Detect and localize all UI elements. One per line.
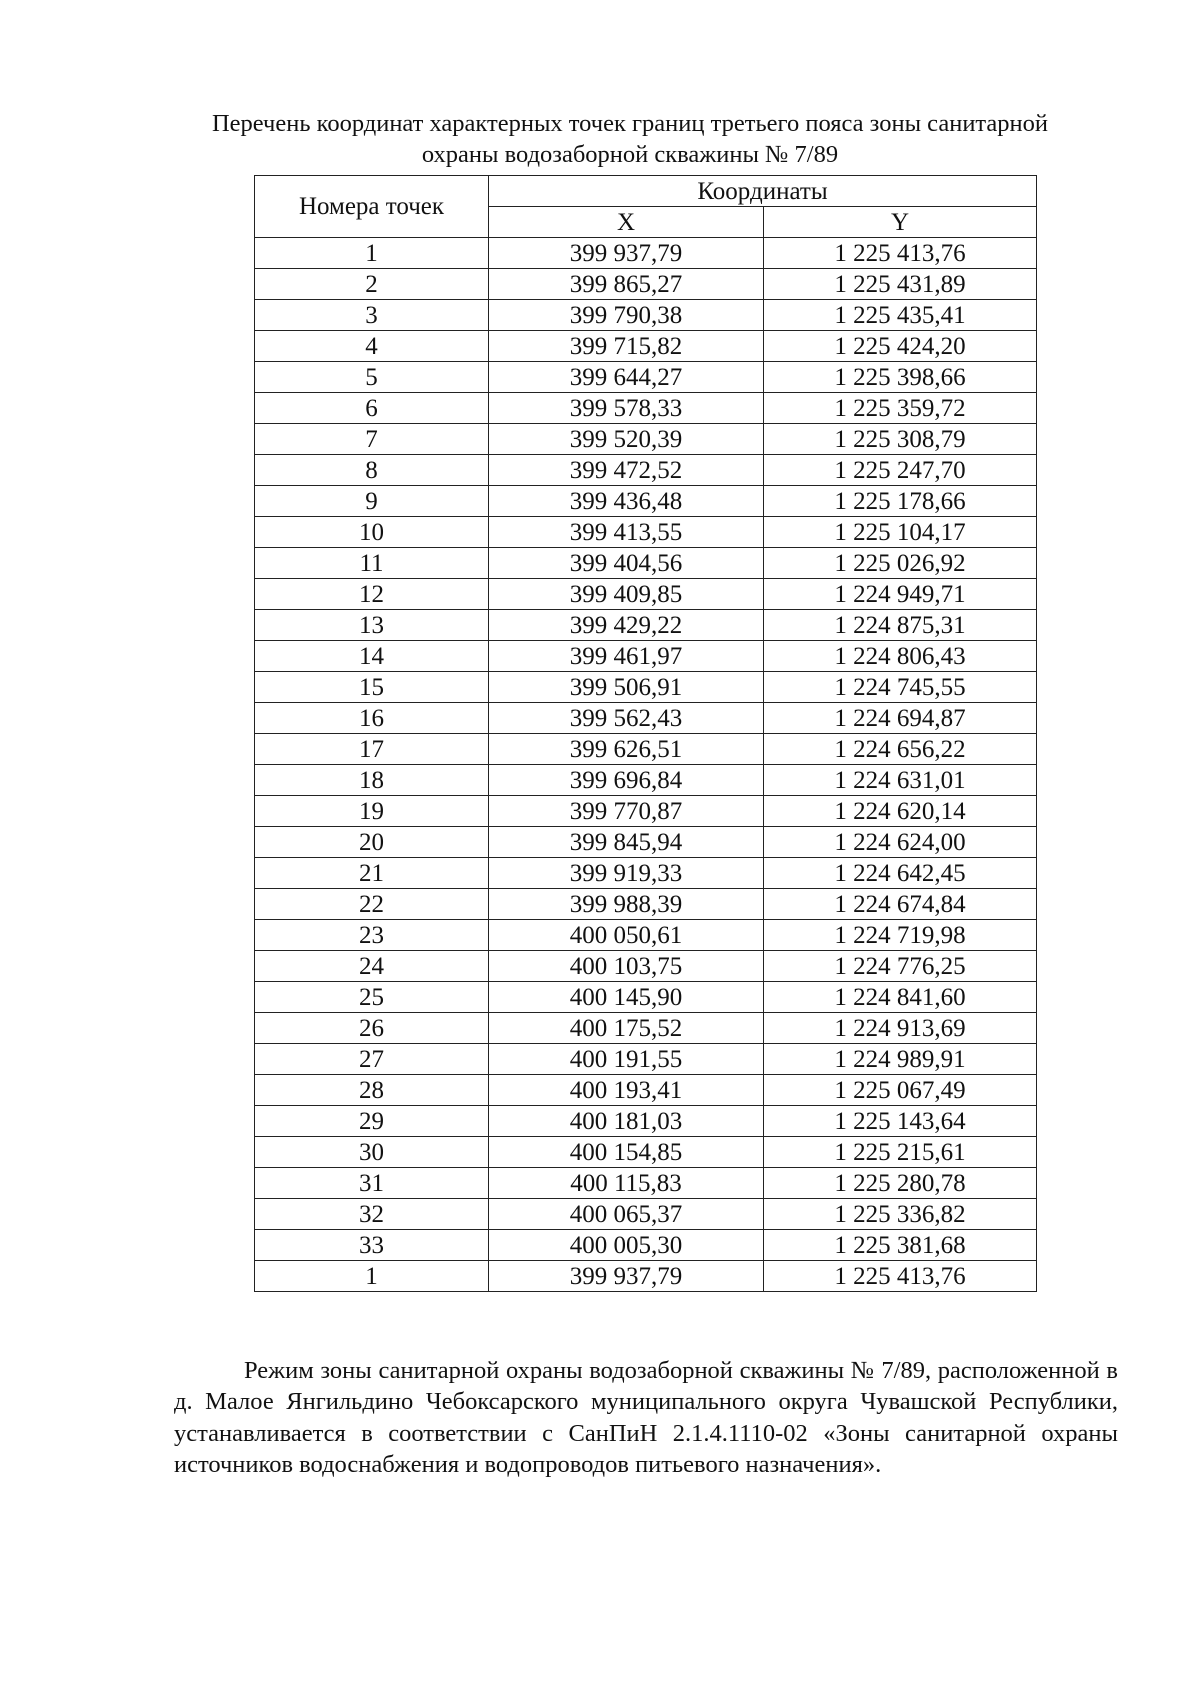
y-coordinate-cell: 1 224 989,91 (764, 1044, 1037, 1075)
point-number-cell: 17 (255, 734, 489, 765)
point-number-cell: 5 (255, 362, 489, 393)
table-header (255, 176, 1037, 238)
header-y: Y (764, 207, 1037, 238)
x-coordinate-cell: 399 790,38 (489, 300, 764, 331)
y-coordinate-cell: 1 224 913,69 (764, 1013, 1037, 1044)
point-number-cell: 11 (255, 548, 489, 579)
point-number-cell: 3 (255, 300, 489, 331)
document-title-line-1: Перечень координат характерных точек границ третьего пояса зоны санитарной (211, 110, 1049, 137)
x-coordinate-cell: 400 115,83 (489, 1168, 764, 1199)
y-coordinate-cell: 1 225 067,49 (764, 1075, 1037, 1106)
point-number-cell: 28 (255, 1075, 489, 1106)
point-number-cell: 16 (255, 703, 489, 734)
point-number-cell: 6 (255, 393, 489, 424)
y-coordinate-cell: 1 224 694,87 (764, 703, 1037, 734)
x-coordinate-cell: 400 191,55 (489, 1044, 764, 1075)
table-row (255, 1137, 1037, 1168)
table-row (255, 362, 1037, 393)
table-row (255, 703, 1037, 734)
point-number-cell: 24 (255, 951, 489, 982)
x-coordinate-cell: 400 193,41 (489, 1075, 764, 1106)
y-coordinate-cell: 1 225 143,64 (764, 1106, 1037, 1137)
y-coordinate-cell: 1 224 776,25 (764, 951, 1037, 982)
header-coordinates: Координаты (489, 176, 1037, 207)
x-coordinate-cell: 399 845,94 (489, 827, 764, 858)
table-row (255, 1199, 1037, 1230)
table-row (255, 548, 1037, 579)
x-coordinate-cell: 400 005,30 (489, 1230, 764, 1261)
table-row (255, 486, 1037, 517)
point-number-cell: 8 (255, 455, 489, 486)
point-number-cell: 9 (255, 486, 489, 517)
y-coordinate-cell: 1 224 841,60 (764, 982, 1037, 1013)
x-coordinate-cell: 399 578,33 (489, 393, 764, 424)
point-number-cell: 20 (255, 827, 489, 858)
point-number-cell: 31 (255, 1168, 489, 1199)
table-row (255, 1261, 1037, 1292)
table-row (255, 1044, 1037, 1075)
point-number-cell: 21 (255, 858, 489, 889)
y-coordinate-cell: 1 225 413,76 (764, 238, 1037, 269)
table-row (255, 455, 1037, 486)
table-row (255, 300, 1037, 331)
point-number-cell: 26 (255, 1013, 489, 1044)
y-coordinate-cell: 1 225 435,41 (764, 300, 1037, 331)
document-title (150, 108, 1110, 170)
point-number-cell: 1 (255, 238, 489, 269)
table-row (255, 269, 1037, 300)
table-row (255, 765, 1037, 796)
point-number-cell: 1 (255, 1261, 489, 1292)
x-coordinate-cell: 400 103,75 (489, 951, 764, 982)
table-row (255, 641, 1037, 672)
y-coordinate-cell: 1 224 949,71 (764, 579, 1037, 610)
x-coordinate-cell: 399 413,55 (489, 517, 764, 548)
y-coordinate-cell: 1 224 656,22 (764, 734, 1037, 765)
table-row (255, 1230, 1037, 1261)
x-coordinate-cell: 399 409,85 (489, 579, 764, 610)
y-coordinate-cell: 1 225 431,89 (764, 269, 1037, 300)
x-coordinate-cell: 399 461,97 (489, 641, 764, 672)
x-coordinate-cell: 399 562,43 (489, 703, 764, 734)
table-row (255, 672, 1037, 703)
table-row (255, 827, 1037, 858)
y-coordinate-cell: 1 225 359,72 (764, 393, 1037, 424)
point-number-cell: 29 (255, 1106, 489, 1137)
table-row (255, 393, 1037, 424)
x-coordinate-cell: 400 050,61 (489, 920, 764, 951)
y-coordinate-cell: 1 225 424,20 (764, 331, 1037, 362)
header-x: X (489, 207, 764, 238)
regime-paragraph: Режим зоны санитарной охраны водозаборной скважины № 7/89, расположенной в д. Малое Янгильдино Чебоксарского муниципального округа Чувашской Республики, устанавливается в соответствии с СанПиН 2.1.4.1110-02 «Зоны санитарной охраны источников водоснабжения и водопроводов питьевого назначения». (174, 1356, 1118, 1478)
table-row (255, 579, 1037, 610)
x-coordinate-cell: 399 919,33 (489, 858, 764, 889)
y-coordinate-cell: 1 225 280,78 (764, 1168, 1037, 1199)
point-number-cell: 32 (255, 1199, 489, 1230)
x-coordinate-cell: 399 988,39 (489, 889, 764, 920)
table-row (255, 734, 1037, 765)
y-coordinate-cell: 1 225 026,92 (764, 548, 1037, 579)
y-coordinate-cell: 1 224 642,45 (764, 858, 1037, 889)
table-row (255, 951, 1037, 982)
point-number-cell: 12 (255, 579, 489, 610)
x-coordinate-cell: 399 865,27 (489, 269, 764, 300)
table-row (255, 1106, 1037, 1137)
table-row (255, 1013, 1037, 1044)
point-number-cell: 19 (255, 796, 489, 827)
y-coordinate-cell: 1 224 806,43 (764, 641, 1037, 672)
y-coordinate-cell: 1 224 745,55 (764, 672, 1037, 703)
table-row (255, 858, 1037, 889)
y-coordinate-cell: 1 225 413,76 (764, 1261, 1037, 1292)
table-row (255, 889, 1037, 920)
point-number-cell: 30 (255, 1137, 489, 1168)
x-coordinate-cell: 399 770,87 (489, 796, 764, 827)
table-row (255, 331, 1037, 362)
point-number-cell: 27 (255, 1044, 489, 1075)
x-coordinate-cell: 399 520,39 (489, 424, 764, 455)
table-row (255, 982, 1037, 1013)
x-coordinate-cell: 399 937,79 (489, 238, 764, 269)
point-number-cell: 10 (255, 517, 489, 548)
x-coordinate-cell: 399 644,27 (489, 362, 764, 393)
y-coordinate-cell: 1 224 674,84 (764, 889, 1037, 920)
x-coordinate-cell: 399 937,79 (489, 1261, 764, 1292)
x-coordinate-cell: 399 429,22 (489, 610, 764, 641)
x-coordinate-cell: 399 626,51 (489, 734, 764, 765)
y-coordinate-cell: 1 225 398,66 (764, 362, 1037, 393)
x-coordinate-cell: 400 065,37 (489, 1199, 764, 1230)
x-coordinate-cell: 399 404,56 (489, 548, 764, 579)
y-coordinate-cell: 1 224 620,14 (764, 796, 1037, 827)
y-coordinate-cell: 1 225 336,82 (764, 1199, 1037, 1230)
x-coordinate-cell: 399 506,91 (489, 672, 764, 703)
point-number-cell: 18 (255, 765, 489, 796)
coordinates-table (254, 175, 1037, 1292)
table-row (255, 796, 1037, 827)
point-number-cell: 15 (255, 672, 489, 703)
y-coordinate-cell: 1 225 178,66 (764, 486, 1037, 517)
x-coordinate-cell: 400 175,52 (489, 1013, 764, 1044)
point-number-cell: 22 (255, 889, 489, 920)
table-row (255, 920, 1037, 951)
point-number-cell: 13 (255, 610, 489, 641)
document-title-line-2: охраны водозаборной скважины № 7/89 (421, 141, 839, 168)
x-coordinate-cell: 399 472,52 (489, 455, 764, 486)
y-coordinate-cell: 1 225 381,68 (764, 1230, 1037, 1261)
table-row (255, 610, 1037, 641)
x-coordinate-cell: 399 696,84 (489, 765, 764, 796)
table-row (255, 238, 1037, 269)
x-coordinate-cell: 400 154,85 (489, 1137, 764, 1168)
point-number-cell: 33 (255, 1230, 489, 1261)
point-number-cell: 4 (255, 331, 489, 362)
y-coordinate-cell: 1 224 631,01 (764, 765, 1037, 796)
point-number-cell: 14 (255, 641, 489, 672)
point-number-cell: 2 (255, 269, 489, 300)
table-row (255, 424, 1037, 455)
point-number-cell: 23 (255, 920, 489, 951)
table-body (255, 238, 1037, 1292)
y-coordinate-cell: 1 225 104,17 (764, 517, 1037, 548)
x-coordinate-cell: 399 715,82 (489, 331, 764, 362)
point-number-cell: 25 (255, 982, 489, 1013)
x-coordinate-cell: 400 181,03 (489, 1106, 764, 1137)
header-point-numbers: Номера точек (255, 176, 489, 238)
y-coordinate-cell: 1 224 875,31 (764, 610, 1037, 641)
table-row (255, 1168, 1037, 1199)
y-coordinate-cell: 1 225 308,79 (764, 424, 1037, 455)
table-row (255, 1075, 1037, 1106)
y-coordinate-cell: 1 225 247,70 (764, 455, 1037, 486)
point-number-cell: 7 (255, 424, 489, 455)
y-coordinate-cell: 1 225 215,61 (764, 1137, 1037, 1168)
x-coordinate-cell: 400 145,90 (489, 982, 764, 1013)
x-coordinate-cell: 399 436,48 (489, 486, 764, 517)
y-coordinate-cell: 1 224 624,00 (764, 827, 1037, 858)
y-coordinate-cell: 1 224 719,98 (764, 920, 1037, 951)
table-row (255, 517, 1037, 548)
